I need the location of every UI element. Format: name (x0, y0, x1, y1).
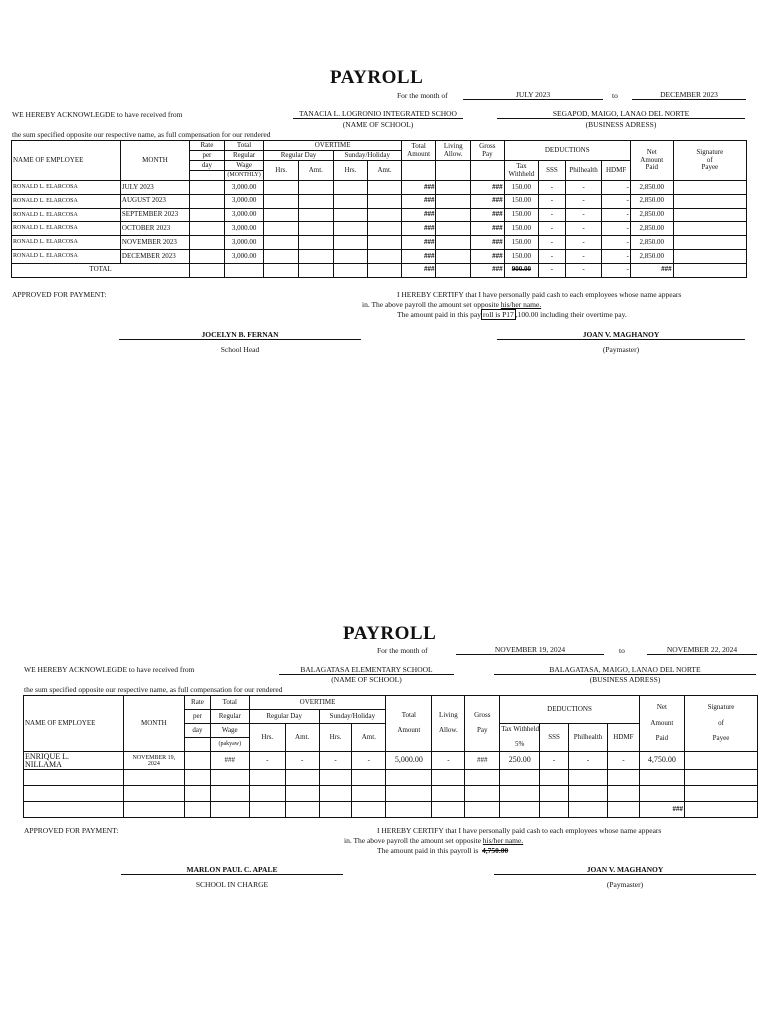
paymaster-line-2 (494, 874, 756, 875)
blank-cell (684, 786, 757, 802)
sum-text: the sum specified opposite our respective name, as full compensation for our rendered (12, 130, 271, 139)
header-tax-2: Tax Withheld 5% (500, 724, 540, 752)
header-hdmf-2: HDMF (607, 724, 639, 752)
wage-cell: 3,000.00 (224, 194, 264, 208)
reg-hrs-cell (264, 249, 299, 263)
total-amount-cell: 5,000.00 (386, 752, 432, 770)
header-sunday-holiday: Sunday/Holiday (333, 151, 401, 161)
header-signature-2: Signature of Payee (684, 696, 757, 752)
net-cell: 2,850.00 (630, 249, 673, 263)
employee-name: RONALD L. ELARCOSA (12, 181, 121, 195)
living-cell (436, 222, 471, 236)
certify-line-2-2: in. The above payroll the amount set opposite his/her name. (344, 836, 524, 845)
wage-cell: 3,000.00 (224, 181, 264, 195)
header-gross-2: Gross Pay (465, 696, 500, 752)
school-head-line-2 (121, 874, 343, 875)
gross-cell: ### (465, 752, 500, 770)
header-gross: Gross Pay (471, 141, 505, 161)
header-month: MONTH (120, 141, 189, 181)
total-cell (299, 263, 334, 277)
table-row (24, 752, 758, 770)
employee-month: AUGUST 2023 (120, 194, 189, 208)
phil-cell: - (565, 249, 602, 263)
certify-line-1: I HEREBY CERTIFY that I have personally paid cash to each employees whose name appears (397, 290, 682, 299)
sun-amt-cell (368, 194, 402, 208)
wage-cell: 3,000.00 (224, 236, 264, 250)
header-total-amount: Total Amount (401, 141, 436, 161)
header-reg-hrs-2: Hrs. (249, 724, 285, 752)
header-wage-2: Regular (224, 151, 264, 161)
phil-cell: - (565, 194, 602, 208)
blank-cell (540, 802, 569, 818)
blank-cell (24, 802, 124, 818)
total-gross: ### (471, 263, 505, 277)
hdmf-cell: - (602, 222, 631, 236)
gross-cell: ### (471, 222, 505, 236)
header-sss-2: SSS (540, 724, 569, 752)
header-rate-3: day (190, 161, 225, 171)
reg-hrs-cell (264, 222, 299, 236)
approved-label-2: APPROVED FOR PAYMENT: (24, 826, 119, 835)
reg-hrs-cell (264, 181, 299, 195)
sun-amt-cell (368, 208, 402, 222)
blank-cell (684, 802, 757, 818)
living-cell (436, 208, 471, 222)
header-signature: Signature of Payee (673, 141, 746, 181)
header-wage-3: Wage (224, 161, 264, 171)
blank-cell (285, 770, 319, 786)
total-amount-cell: ### (401, 194, 436, 208)
sss-cell: - (540, 752, 569, 770)
net-cell: 2,850.00 (630, 236, 673, 250)
blank-cell (285, 786, 319, 802)
rate-cell (190, 236, 225, 250)
total-amount-cell: ### (401, 222, 436, 236)
blank-cell (210, 802, 249, 818)
reg-hrs-cell (264, 208, 299, 222)
sss-cell: - (539, 208, 565, 222)
header-wage-2c: Wage (210, 724, 249, 738)
header-wage-2d: (pakyaw) (210, 738, 249, 752)
sun-amt-cell (368, 249, 402, 263)
total-net: ### (630, 263, 673, 277)
total-amount-cell: ### (401, 236, 436, 250)
living-cell (436, 236, 471, 250)
blank-cell (185, 770, 211, 786)
total-amount-cell: ### (401, 181, 436, 195)
blank-cell (568, 802, 607, 818)
employee-month: SEPTEMBER 2023 (120, 208, 189, 222)
rate-cell (190, 194, 225, 208)
total-cell (333, 263, 368, 277)
to-month: DECEMBER 2023 (632, 90, 746, 100)
header-name-2: NAME OF EMPLOYEE (24, 696, 124, 752)
sun-amt-cell (368, 222, 402, 236)
wage-cell: ### (210, 752, 249, 770)
header-rate-2a: Rate (185, 696, 211, 710)
blank-cell (24, 770, 124, 786)
hdmf-cell: - (607, 752, 639, 770)
school-caption-2: (NAME OF SCHOOL) (331, 675, 402, 684)
header-rate: Rate (190, 141, 225, 151)
rate-cell (190, 249, 225, 263)
blank-cell (500, 802, 540, 818)
blank-cell (540, 786, 569, 802)
signature-cell (673, 181, 746, 195)
reg-amt-cell (299, 194, 334, 208)
header-rate-2b: per (185, 710, 211, 724)
payroll-title: PAYROLL (330, 67, 424, 88)
hdmf-cell: - (602, 208, 631, 222)
living-cell (436, 249, 471, 263)
acknowledge-text-2: WE HEREBY ACKNOWLEGDE to have received from (24, 665, 195, 674)
total-cell (436, 263, 471, 277)
total-amount-cell: ### (401, 249, 436, 263)
total-cell (264, 263, 299, 277)
blank-cell (432, 786, 465, 802)
reg-amt-cell (299, 249, 334, 263)
table-row (12, 222, 747, 236)
tax-cell: 150.00 (504, 236, 539, 250)
header-wage-2b: Regular (210, 710, 249, 724)
blank-cell (568, 770, 607, 786)
payroll-table (11, 140, 747, 278)
header-hdmf: HDMF (602, 161, 631, 181)
sss-cell: - (539, 222, 565, 236)
total-sss: - (539, 263, 565, 277)
business-address: SEGAPOD, MAIGO, LANAO DEL NORTE (497, 109, 745, 119)
header-blank (185, 738, 211, 752)
empty-row (24, 770, 758, 786)
header-sss: SSS (539, 161, 565, 181)
signature-cell (673, 208, 746, 222)
header-sun-amt-2: Amt. (352, 724, 386, 752)
blank-cell (684, 770, 757, 786)
header-reg-amt-2: Amt. (285, 724, 319, 752)
from-month-2: NOVEMBER 19, 2024 (456, 645, 604, 655)
blank-cell (319, 786, 352, 802)
blank-cell (249, 786, 285, 802)
reg-hrs-cell (264, 236, 299, 250)
reg-amt-cell (299, 236, 334, 250)
table-row (12, 208, 747, 222)
from-month: JULY 2023 (463, 90, 603, 100)
header-regular-day-2: Regular Day (249, 710, 319, 724)
paymaster-title-2: (Paymaster) (606, 880, 644, 889)
header-net: Net Amount Paid (630, 141, 673, 181)
hdmf-cell: - (602, 194, 631, 208)
header-blank (190, 171, 225, 181)
wage-cell: 3,000.00 (224, 222, 264, 236)
living-cell (436, 181, 471, 195)
header-name: NAME OF EMPLOYEE (12, 141, 121, 181)
blank-cell (639, 786, 684, 802)
employee-month: NOVEMBER 19, 2024 (123, 752, 185, 770)
header-sun-hrs-2: Hrs. (319, 724, 352, 752)
sun-hrs-cell (333, 208, 368, 222)
certify-line-3: The amount paid in this pay roll is P17 ,100.00 including their overtime pay. (397, 310, 627, 319)
header-blank (471, 161, 505, 181)
header-month-2: MONTH (123, 696, 185, 752)
signature-cell (684, 752, 757, 770)
reg-amt-cell: - (285, 752, 319, 770)
sss-cell: - (539, 194, 565, 208)
tax-cell: 150.00 (504, 208, 539, 222)
certify-line-1-2: I HEREBY CERTIFY that I have personally paid cash to each employees whose name appears (377, 826, 662, 835)
wage-cell: 3,000.00 (224, 208, 264, 222)
rate-cell (185, 752, 211, 770)
sun-hrs-cell (333, 236, 368, 250)
employee-name: RONALD L. ELARCOSA (12, 249, 121, 263)
header-overtime-2: OVERTIME (249, 696, 385, 710)
tax-cell: 150.00 (504, 222, 539, 236)
phil-cell: - (568, 752, 607, 770)
table-row (12, 236, 747, 250)
hdmf-cell: - (602, 181, 631, 195)
blank-cell (319, 802, 352, 818)
header-blank (436, 161, 471, 181)
living-cell (436, 194, 471, 208)
header-deductions: DEDUCTIONS (504, 141, 630, 161)
table-row (12, 249, 747, 263)
employee-name: RONALD L. ELARCOSA (12, 194, 121, 208)
signature-cell (673, 194, 746, 208)
sun-amt-cell: - (352, 752, 386, 770)
reg-amt-cell (299, 222, 334, 236)
employee-month: NOVEMBER 2023 (120, 236, 189, 250)
header-sun-amt: Amt. (368, 161, 402, 181)
total-cell (224, 263, 264, 277)
rate-cell (190, 181, 225, 195)
phil-cell: - (565, 181, 602, 195)
blank-cell (386, 802, 432, 818)
employee-month: DECEMBER 2023 (120, 249, 189, 263)
sss-cell: - (539, 249, 565, 263)
employee-name: RONALD L. ELARCOSA (12, 222, 121, 236)
gross-cell: ### (471, 194, 505, 208)
school-head-name: JOCELYN B. FERNAN (201, 330, 279, 339)
rate-cell (190, 208, 225, 222)
hdmf-cell: - (602, 236, 631, 250)
sun-hrs-cell (333, 222, 368, 236)
wage-cell: 3,000.00 (224, 249, 264, 263)
blank-cell (249, 802, 285, 818)
living-cell: - (432, 752, 465, 770)
total-cell (673, 263, 746, 277)
sun-amt-cell (368, 181, 402, 195)
phil-cell: - (565, 208, 602, 222)
net-cell: 4,750.00 (639, 752, 684, 770)
net-cell: 2,850.00 (630, 222, 673, 236)
reg-amt-cell (299, 208, 334, 222)
tax-cell: 150.00 (504, 249, 539, 263)
acknowledge-text: WE HEREBY ACKNOWLEGDE to have received from (12, 110, 183, 119)
header-regular-day: Regular Day (264, 151, 333, 161)
school-head-title: School Head (220, 345, 260, 354)
employee-month: JULY 2023 (120, 181, 189, 195)
net-cell: 2,850.00 (630, 181, 673, 195)
payroll-title-2: PAYROLL (343, 623, 437, 644)
for-month-label: For the month of (397, 91, 448, 100)
tax-cell: 150.00 (504, 181, 539, 195)
blank-cell (386, 770, 432, 786)
header-blank (401, 161, 436, 181)
blank-cell (352, 802, 386, 818)
blank-cell (607, 770, 639, 786)
header-reg-amt: Amt. (299, 161, 334, 181)
to-month-2: NOVEMBER 22, 2024 (647, 645, 757, 655)
header-philhealth-2: Philhealth (568, 724, 607, 752)
net-total: ### (639, 802, 684, 818)
blank-cell (432, 802, 465, 818)
phil-cell: - (565, 236, 602, 250)
blank-cell (432, 770, 465, 786)
employee-name: RONALD L. ELARCOSA (12, 236, 121, 250)
blank-cell (465, 770, 500, 786)
header-net-2: Net Amount Paid (639, 696, 684, 752)
total-row (12, 263, 747, 277)
blank-cell (319, 770, 352, 786)
blank-cell (386, 786, 432, 802)
header-tax: Tax Withheld (504, 161, 539, 181)
rate-cell (190, 222, 225, 236)
business-address-2: BALAGATASA, MAIGO, LANAO DEL NORTE (494, 665, 756, 675)
signature-cell (673, 249, 746, 263)
blank-cell (185, 802, 211, 818)
header-rate-2c: day (185, 724, 211, 738)
header-total-amount-2: Total Amount (386, 696, 432, 752)
to-label: to (612, 91, 618, 100)
blank-cell (465, 786, 500, 802)
header-deductions-2: DEDUCTIONS (500, 696, 640, 724)
sun-hrs-cell: - (319, 752, 352, 770)
blank-cell (540, 770, 569, 786)
total-amount: ### (401, 263, 436, 277)
school-head-title-2: SCHOOL IN CHARGE (195, 880, 269, 889)
school-head-line (119, 339, 361, 340)
total-cell (368, 263, 402, 277)
to-label-2: to (619, 646, 625, 655)
blank-cell (123, 770, 185, 786)
header-wage: Total (224, 141, 264, 151)
table-row (12, 194, 747, 208)
header-overtime: OVERTIME (264, 141, 401, 151)
reg-hrs-cell: - (249, 752, 285, 770)
total-amount-cell: ### (401, 208, 436, 222)
blank-cell (639, 770, 684, 786)
payroll-table-2 (23, 695, 758, 818)
approved-label: APPROVED FOR PAYMENT: (12, 290, 107, 299)
sun-amt-cell (368, 236, 402, 250)
blank-cell (352, 770, 386, 786)
certify-line-2: in. The above payroll the amount set opposite his/her name. (362, 300, 542, 309)
signature-cell (673, 222, 746, 236)
school-name-2: BALAGATASA ELEMENTARY SCHOOL (279, 665, 454, 675)
header-living: Living Allow. (436, 141, 471, 161)
reg-hrs-cell (264, 194, 299, 208)
paymaster-line (497, 339, 745, 340)
empty-row (24, 786, 758, 802)
hdmf-cell: - (602, 249, 631, 263)
blank-cell (465, 802, 500, 818)
certify-line-3-2: The amount paid in this payroll is 4,750.00 (377, 846, 509, 855)
school-name: TANACIA L. LOGRONIO INTEGRATED SCHOO (293, 109, 463, 119)
total-tax: 900.00 (504, 263, 539, 277)
header-philhealth: Philhealth (565, 161, 602, 181)
reg-amt-cell (299, 181, 334, 195)
sss-cell: - (539, 236, 565, 250)
blank-cell (285, 802, 319, 818)
blank-cell (249, 770, 285, 786)
blank-cell (24, 786, 124, 802)
total-hdmf: - (602, 263, 631, 277)
gross-cell: ### (471, 236, 505, 250)
paymaster-title: (Paymaster) (602, 345, 640, 354)
header-wage-4: (MONTHLY) (224, 171, 264, 181)
header-sunday-holiday-2: Sunday/Holiday (319, 710, 386, 724)
sss-cell: - (539, 181, 565, 195)
blank-cell (123, 786, 185, 802)
school-head-name-2: MARLON PAUL C. APALE (186, 865, 278, 874)
blank-cell (123, 802, 185, 818)
tax-cell: 150.00 (504, 194, 539, 208)
employee-name: ENRIQUE L. NILLAMA (24, 752, 124, 770)
net-cell: 2,850.00 (630, 208, 673, 222)
sun-hrs-cell (333, 181, 368, 195)
header-living-2: Living Allow. (432, 696, 465, 752)
blank-cell (210, 786, 249, 802)
blank-cell (607, 786, 639, 802)
sum-text-2: the sum specified opposite our respective name, as full compensation for our rendered (24, 685, 283, 694)
paymaster-name: JOAN V. MAGHANOY (582, 330, 660, 339)
school-caption: (NAME OF SCHOOL) (342, 120, 414, 129)
blank-cell (568, 786, 607, 802)
blank-cell (352, 786, 386, 802)
header-reg-hrs: Hrs. (264, 161, 299, 181)
blank-cell (500, 786, 540, 802)
address-caption: (BUSINESS ADRESS) (585, 120, 657, 129)
address-caption-2: (BUSINESS ADRESS) (589, 675, 661, 684)
blank-cell (607, 802, 639, 818)
header-rate-2: per (190, 151, 225, 161)
blank-cell (185, 786, 211, 802)
sun-hrs-cell (333, 249, 368, 263)
table-row (12, 181, 747, 195)
signature-cell (673, 236, 746, 250)
tax-cell: 250.00 (500, 752, 540, 770)
total-label: TOTAL (12, 263, 190, 277)
net-total-row (24, 802, 758, 818)
blank-cell (210, 770, 249, 786)
employee-month: OCTOBER 2023 (120, 222, 189, 236)
total-phil: - (565, 263, 602, 277)
gross-cell: ### (471, 249, 505, 263)
header-wage-2a: Total (210, 696, 249, 710)
sun-hrs-cell (333, 194, 368, 208)
total-cell (190, 263, 225, 277)
gross-cell: ### (471, 208, 505, 222)
header-sun-hrs: Hrs. (333, 161, 368, 181)
net-cell: 2,850.00 (630, 194, 673, 208)
blank-cell (500, 770, 540, 786)
for-month-label-2: For the month of (377, 646, 428, 655)
phil-cell: - (565, 222, 602, 236)
gross-cell: ### (471, 181, 505, 195)
paymaster-name-2: JOAN V. MAGHANOY (586, 865, 664, 874)
employee-name: RONALD L. ELARCOSA (12, 208, 121, 222)
